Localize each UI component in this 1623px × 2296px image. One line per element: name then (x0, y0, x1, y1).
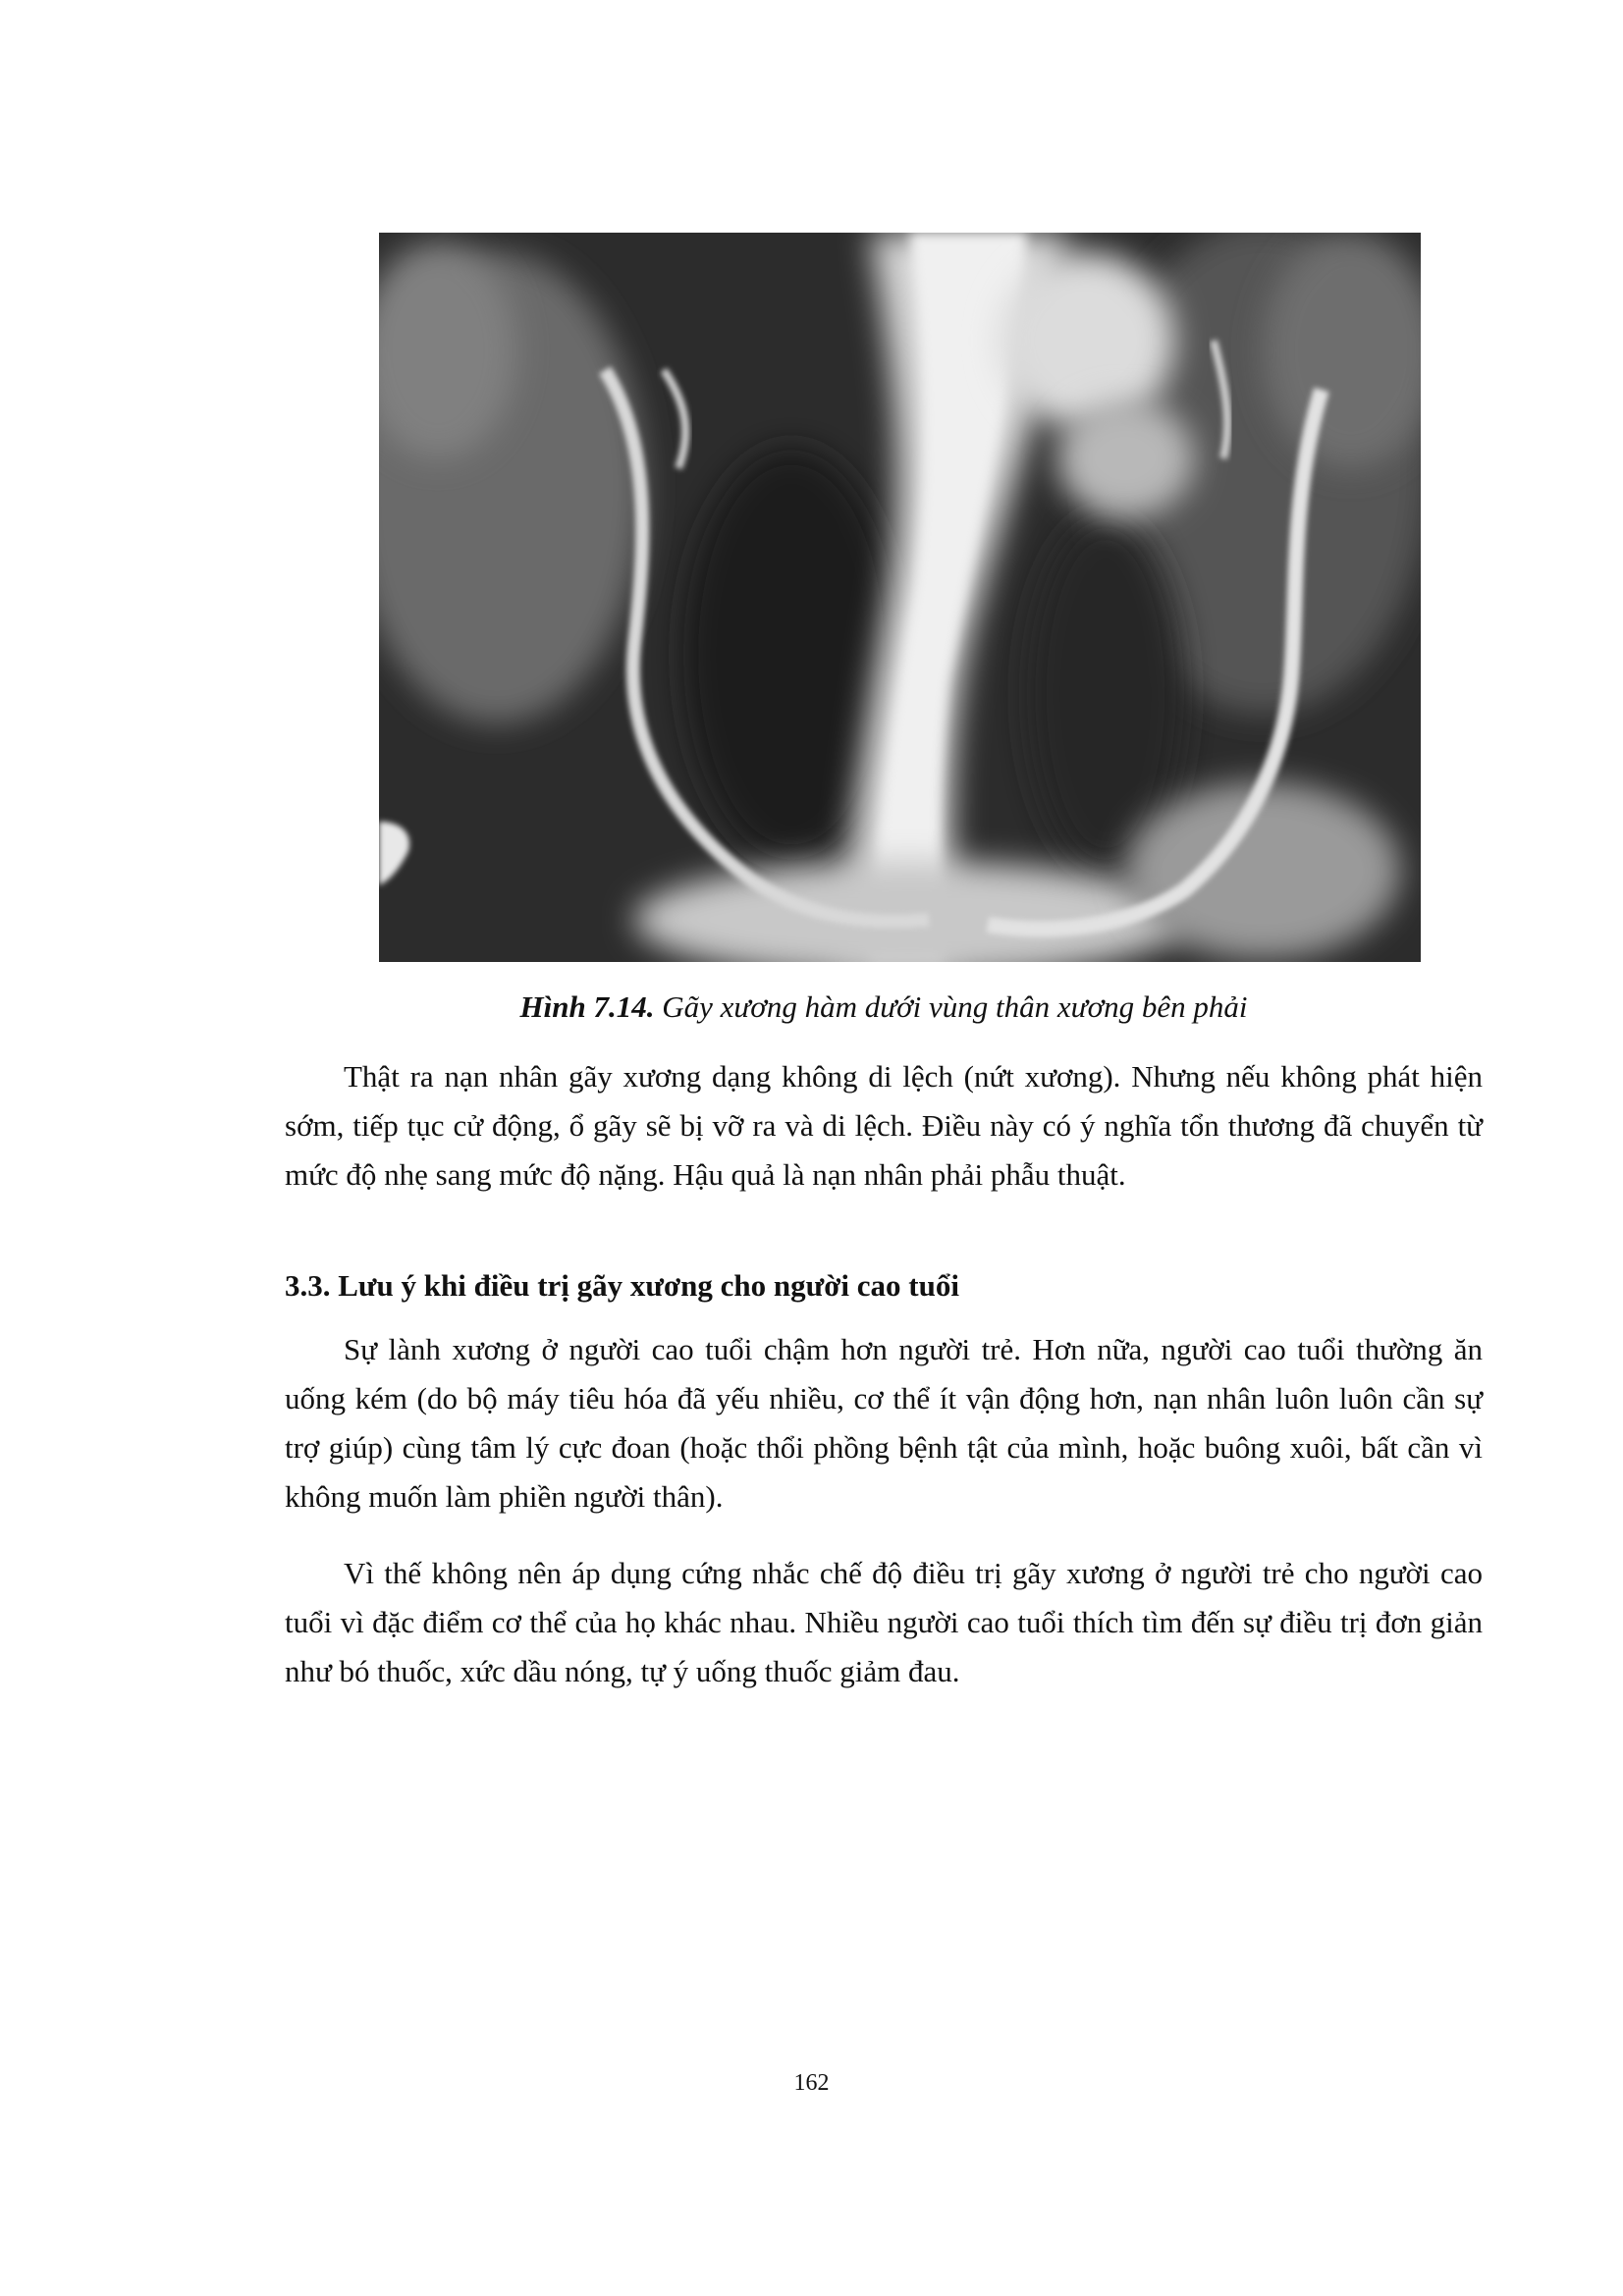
figure-caption-text: Gãy xương hàm dưới vùng thân xương bên phải (654, 989, 1248, 1024)
figure-caption (285, 988, 1483, 1027)
page-number: 162 (793, 2070, 830, 2096)
xray-image (379, 233, 1421, 962)
figure-label: Hình 7.14. (519, 989, 655, 1024)
xray-figure (379, 233, 1421, 962)
paragraph-3: Vì thế không nên áp dụng cứng nhắc chế độ điều trị gãy xương ở người trẻ cho người cao tuổi vì đặc điểm cơ thể của họ khác nhau. Nhiều người cao tuổi thích tìm đến sự điều trị đơn giản như bó thuốc, xức dầu nóng, tự ý uống thuốc giảm đau. (285, 1556, 1483, 1688)
section-heading: 3.3. Lưu ý khi điều trị gãy xương cho người cao tuổi (285, 1268, 959, 1303)
paragraph-2: Sự lành xương ở người cao tuổi chậm hơn người trẻ. Hơn nữa, người cao tuổi thường ăn uống kém (do bộ máy tiêu hóa đã yếu nhiều, cơ thể ít vận động hơn, nạn nhân luôn luôn cần sự trợ giúp) cùng tâm lý cực đoan (hoặc thổi phồng bệnh tật của mình, hoặc buông xuôi, bất cần vì không muốn làm phiền người thân). (285, 1332, 1483, 1514)
paragraph-1: Thật ra nạn nhân gãy xương dạng không di lệch (nứt xương). Nhưng nếu không phát hiện sớm, tiếp tục cử động, ổ gãy sẽ bị vỡ ra và di lệch. Điều này có ý nghĩa tổn thương đã chuyển từ mức độ nhẹ sang mức độ nặng. Hậu quả là nạn nhân phải phẫu thuật. (285, 1059, 1483, 1192)
